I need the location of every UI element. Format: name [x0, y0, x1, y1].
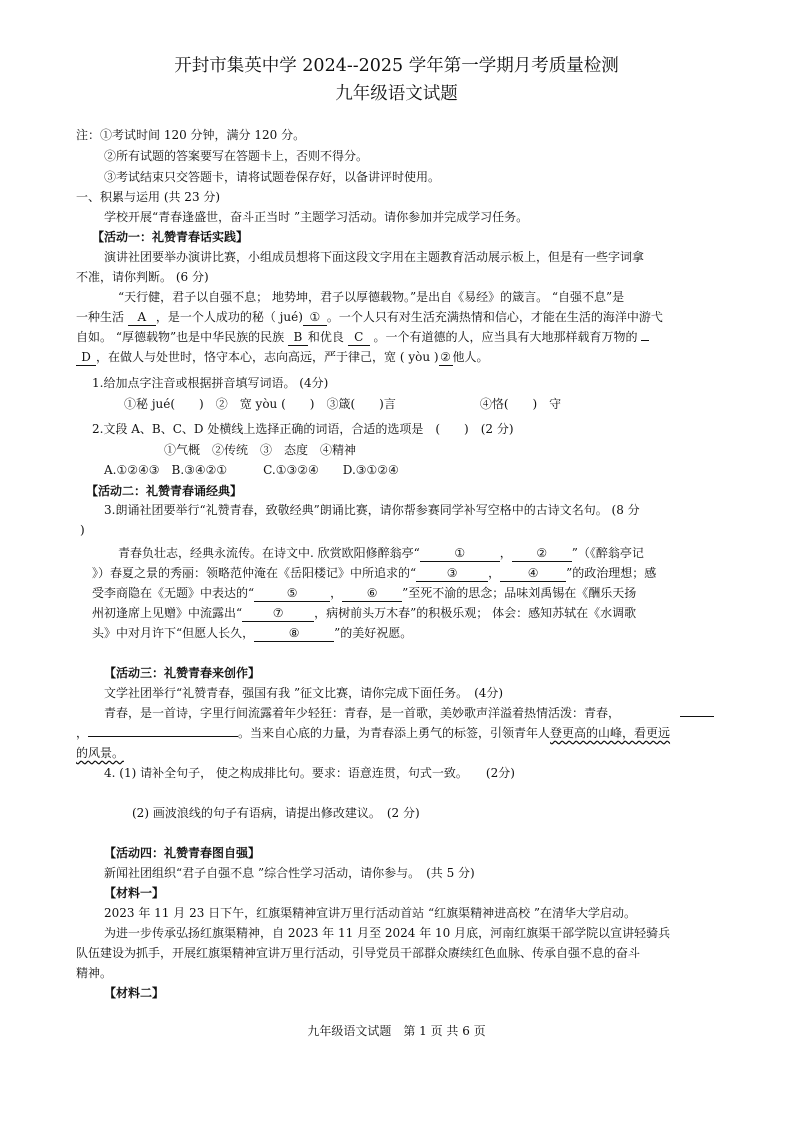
poem-blank-5: ⑤	[254, 586, 330, 602]
poem-blank-6: ⑥	[342, 586, 402, 602]
activity-2-title: 【活动二：礼赞青春诵经典】	[86, 484, 243, 498]
material-1-para-2-line-1: 为进一步传承弘扬红旗渠精神，自 2023 年 11 月至 2024 年 10 月底，河南红旗渠干部学院以宣讲轻骑兵	[104, 926, 671, 940]
activity-3-intro: 文学社团举行“礼赞青春，强国有我 ”征文比赛，请你完成下面任务。 (4分)	[104, 686, 504, 700]
poem-blank-4: ④	[500, 566, 566, 582]
question-2-choices: A.①②④③ B.③④②① C.①③②④ D.③①②④	[104, 463, 399, 477]
exam-title: 开封市集英中学 2024--2025 学年第一学期月考质量检测	[174, 56, 619, 76]
material-1-para-2-line-2: 队伍建设为抓手，开展红旗渠精神宣讲万里行活动，引导党员干部群众赓续红色血脉、传承自强不息的奋斗	[76, 946, 641, 960]
activity-3-line-1: 青春，是一首诗，字里行间流露着年少轻狂：青春，是一首歌，美妙歌声洋溢着热情活泼：青春，	[104, 706, 621, 720]
activity-4-intro: 新闻社团组织“君子自强不息 ”综合性学习活动，请你参与。 (共 5 分)	[104, 866, 475, 880]
material-1-para-2-line-3: 精神。	[76, 966, 113, 980]
poem-line-1: 青春负壮志，经典永流传。在诗文中. 欣赏欧阳修醉翁亭“ ① ， ② ”（《醉翁亭记	[118, 546, 644, 560]
passage-line-3: 自如。 “厚德载物”也是中华民族的民族 B 和优良 C 。一个有道德的人，应当具有大地那样载育万物的	[76, 328, 649, 346]
question-3-line-1: 3.朗诵社团要举行“礼赞青春，致敬经典”朗诵比赛，请你帮参赛同学补写空格中的古诗文名句。 (8 分	[104, 503, 640, 517]
poem-line-3: 受李商隐在《无题》中表达的“ ⑤ ， ⑥ ”至死不渝的思念；品味刘禹锡在《酬乐天扬	[92, 586, 637, 600]
activity-3-title: 【活动三：礼赞青春来创作】	[104, 666, 261, 680]
activity-1-intro-line-2: 不准，请你判断。 (6 分)	[76, 270, 209, 284]
material-1-para-1: 2023 年 11 月 23 日下午，红旗渠精神宣讲万里行活动首站 “红旗渠精神进高校 ”在清华大学启动。	[104, 906, 637, 920]
blank-d-start	[641, 340, 649, 341]
wavy-sentence: 登更高的山峰，看更远	[550, 726, 671, 740]
passage-line-2: 一种生活 A ，是一个人成功的秘（ jué) ① 。一个人只有对生活充满热情和信心，才能在生活的海洋中游弋	[76, 310, 663, 324]
material-2-label: 【材料二】	[104, 986, 165, 1000]
activity-3-line-1-blank	[680, 704, 714, 722]
activity-3-line-3: 的风景。	[76, 746, 125, 760]
poem-blank-3: ③	[416, 566, 488, 582]
question-1-options: ①秘 jué( ) ② 宽 yòu ( ) ③箴( )言 ④恪( ) 守	[124, 397, 562, 411]
blank-circle-1: ①	[303, 310, 327, 326]
question-4-part-1: 4. (1) 请补全句子， 使之构成排比句。要求：语意连贯，句式一致。 (2分)	[104, 766, 515, 780]
activity-3-line-2: ， 。当来自心底的力量，为青春添上勇气的标签，引领青年人登更高的山峰，看更远	[76, 726, 671, 740]
page-footer: 九年级语文试题 第 1 页 共 6 页	[307, 1024, 486, 1038]
section-1-intro: 学校开展“青春逢盛世，奋斗正当时 ”主题学习活动。请你参加并完成学习任务。	[104, 210, 529, 224]
question-2-words: ①气概 ②传统 ③ 态度 ④精神	[164, 443, 357, 457]
question-3-line-2: )	[80, 523, 85, 537]
exam-subtitle: 九年级语文试题	[335, 84, 458, 104]
poem-blank-7: ⑦	[242, 606, 314, 622]
question-1: 1.给加点字注音或根据拼音填写词语。 (4分)	[92, 376, 329, 390]
activity-1-intro-line-1: 演讲社团要举办演讲比赛，小组成员想将下面这段文字用在主题教育活动展示板上，但是有一些字词拿	[104, 250, 645, 264]
poem-line-4: 州初逢席上见赠》中流露出“ ⑦ ，病树前头万木春”的积极乐观； 体会：感知苏轼在《水调歌	[92, 606, 637, 620]
note-3: ③考试结束只交答题卡，请将试题卷保存好，以备讲评时使用。	[104, 170, 441, 184]
blank-circle-2: ②	[440, 350, 451, 364]
poem-line-5: 头》中对月许下“但愿人长久， ⑧ ”的美好祝愿。	[92, 626, 413, 640]
poem-blank-2: ②	[512, 546, 572, 562]
activity-3-fill-blank	[88, 736, 238, 737]
note-2: ②所有试题的答案要写在答题卡上，否则不得分。	[104, 149, 369, 163]
material-1-label: 【材料一】	[104, 886, 165, 900]
activity-1-title: 【活动一：礼赞青春话实践】	[92, 230, 249, 244]
section-1-title: 一、积累与运用 (共 23 分)	[76, 190, 221, 204]
blank-d: D	[76, 350, 96, 366]
poem-line-2: 》）春夏之景的秀丽：领略范仲淹在《岳阳楼记》中所追求的“ ③ ， ④ ”的政治理想；感	[92, 566, 657, 580]
blank-b: B	[288, 330, 308, 346]
poem-blank-1: ①	[420, 546, 500, 562]
note-1: 注：①考试时间 120 分钟，满分 120 分。	[76, 128, 306, 142]
question-4-part-2: (2) 画波浪线的句子有语病，请提出修改建议。 (2 分)	[132, 806, 420, 820]
poem-blank-8: ⑧	[254, 626, 334, 642]
activity-4-title: 【活动四：礼赞青春图自强】	[104, 846, 261, 860]
passage-line-4: D ，在做人与处世时，恪守本心，志向高远，严于律己，宽 ( yòu ) ② 他人。	[76, 348, 489, 366]
blank-c: C	[348, 330, 370, 346]
passage-line-1: “天行健，君子以自强不息； 地势坤，君子以厚德载物。”是出自《易经》的箴言。 “自强不息”是	[118, 290, 625, 304]
blank-a: A	[128, 310, 156, 326]
question-2: 2.文段 A、B、C、D 处横线上选择正确的词语，合适的选项是 ( ) (2 分)	[92, 422, 514, 436]
